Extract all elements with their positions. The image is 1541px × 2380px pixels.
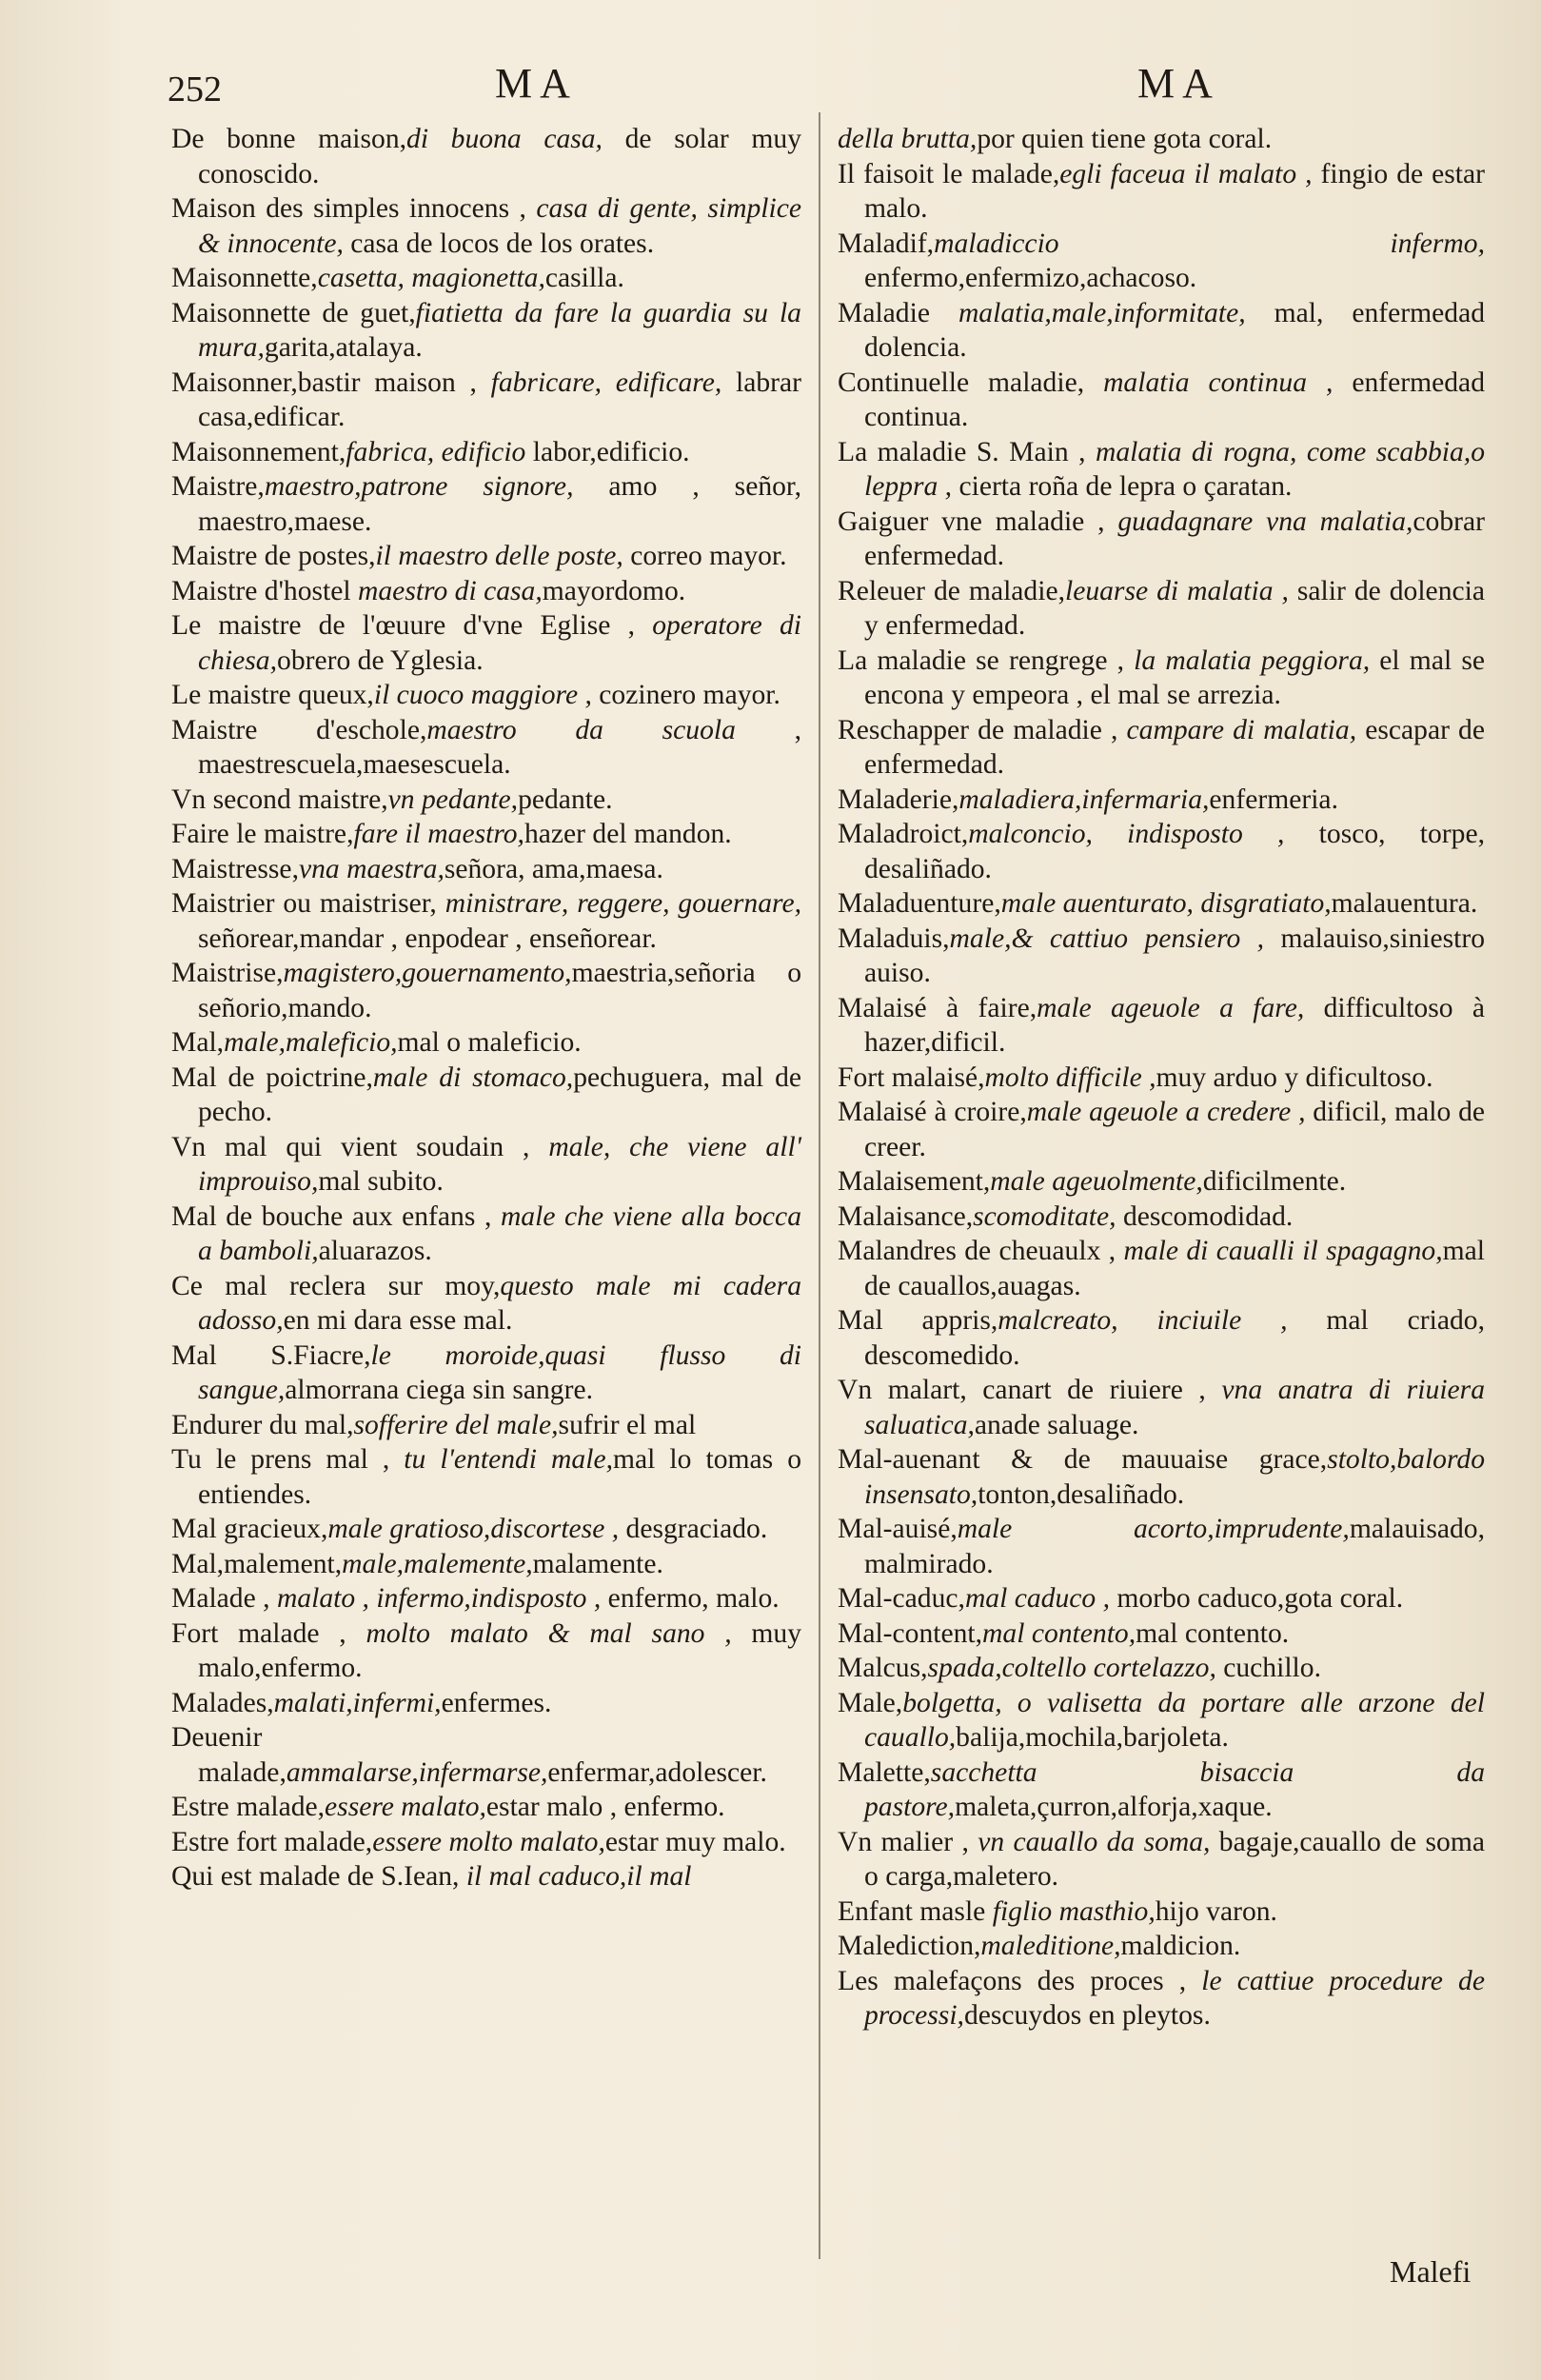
italian-translation: il maestro delle poste,: [375, 541, 623, 571]
spanish-translation: descomodidad.: [1116, 1200, 1294, 1232]
dictionary-entry: [171, 1512, 801, 1547]
italian-translation: sacchetta bisaccia da pastore,: [864, 1756, 1485, 1822]
spanish-translation: mal o maleficio.: [397, 1027, 582, 1058]
italian-translation: casa di gente, simplice & innocente,: [198, 193, 801, 259]
italian-translation: maestro di casa,: [358, 575, 543, 606]
dictionary-entry: [838, 296, 1485, 366]
spanish-translation: enfermo, malo.: [601, 1583, 780, 1614]
dictionary-entry: [171, 817, 801, 852]
italian-translation: molto difficile ,: [984, 1061, 1156, 1093]
page-header: [0, 57, 1541, 114]
italian-translation: vna anatra di riuiera saluatica,: [864, 1375, 1485, 1440]
italian-translation: male gratioso,discortese ,: [327, 1514, 620, 1544]
dictionary-entry: [171, 1408, 801, 1443]
dictionary-entry: [838, 1200, 1485, 1235]
dictionary-entry: [171, 852, 801, 887]
french-headword: Mal de poictrine,: [171, 1061, 373, 1093]
french-headword: Faire le maistre,: [171, 819, 354, 849]
italian-translation: maladiera,infermaria,: [958, 783, 1210, 815]
left-column: [171, 122, 801, 1894]
spanish-translation: bagaje,cauallo de soma o carga,maletero.: [864, 1826, 1485, 1892]
spanish-translation: enfermeria.: [1209, 783, 1338, 815]
french-headword: Maistrier ou maistriser,: [171, 888, 445, 919]
french-headword: Estre fort malade,: [171, 1826, 373, 1857]
spanish-translation: almorrana ciega sin sangre.: [285, 1375, 593, 1405]
italian-translation: le cattiue procedure de processi,: [864, 1965, 1485, 2031]
spanish-translation: pedante.: [518, 783, 613, 815]
spanish-translation: desgraciado.: [619, 1514, 768, 1544]
french-headword: Reschapper de maladie ,: [838, 714, 1127, 745]
french-headword: Mal-content,: [838, 1617, 983, 1649]
dictionary-entry: [838, 1581, 1485, 1616]
dictionary-entry: [171, 1130, 801, 1200]
italian-translation: malato , infermo,indisposto ,: [276, 1583, 602, 1614]
dictionary-entry: [838, 1512, 1485, 1581]
italian-translation: maestro,patrone signore,: [264, 471, 574, 502]
dictionary-entry: [171, 261, 801, 296]
italian-translation: maestro da scuola: [426, 714, 736, 745]
french-headword: Malades,: [171, 1687, 274, 1718]
italian-translation: operatore di chiesa,: [198, 610, 801, 676]
spanish-translation: casilla.: [544, 263, 624, 293]
dictionary-entry: [838, 817, 1485, 886]
italian-translation: male, che viene all' improuiso,: [198, 1131, 801, 1197]
french-headword: Le maistre queux,: [171, 680, 374, 710]
dictionary-entry: [171, 366, 801, 435]
italian-translation: sofferire del male,: [353, 1409, 559, 1440]
french-headword: Maladerie,: [838, 783, 959, 815]
italian-translation: mal caduco ,: [964, 1583, 1110, 1614]
french-headword: Mal,malement,: [171, 1548, 343, 1579]
dictionary-entry: [838, 122, 1485, 157]
italian-translation: male che viene alla bocca a bamboli,: [198, 1200, 801, 1266]
dictionary-entry: [171, 886, 801, 956]
italian-translation: stolto,balordo insensato,: [864, 1444, 1485, 1510]
catchword: Malefi: [1390, 2254, 1472, 2289]
spanish-translation: casa de locos de los orates.: [343, 228, 655, 259]
french-headword: Le maistre de l'œuure d'vne Eglise ,: [171, 610, 653, 641]
spanish-translation: malauisado, malmirado.: [864, 1514, 1485, 1579]
italian-translation: scomoditate,: [973, 1200, 1116, 1232]
spanish-translation: enfermedad continua.: [864, 367, 1485, 432]
spanish-translation: labrar casa,edificar.: [198, 367, 801, 432]
french-headword: Malaisé à croire,: [838, 1097, 1027, 1127]
italian-translation: egli faceua il malato ,: [1059, 158, 1313, 189]
spanish-translation: malamente.: [532, 1548, 663, 1579]
italian-translation: fabricare, edificare,: [490, 367, 722, 398]
spanish-translation: hijo varon.: [1155, 1895, 1277, 1927]
french-headword: Fort malaisé,: [838, 1061, 985, 1093]
french-headword: Deuenir malade,: [171, 1722, 286, 1788]
dictionary-entry: [838, 1825, 1485, 1894]
french-headword: Mal-auenant & de mauuaise grace,: [838, 1444, 1328, 1475]
dictionary-entry: [838, 1303, 1485, 1373]
italian-translation: male ageuole a credere ,: [1026, 1097, 1306, 1127]
italian-translation: fabrica, edificio: [346, 436, 526, 467]
spanish-translation: mayordomo.: [542, 575, 686, 606]
italian-translation: casetta, magionetta,: [317, 263, 545, 293]
french-headword: Vn malart, canart de riuiere ,: [838, 1375, 1222, 1405]
column-divider: [819, 112, 820, 2259]
italian-translation: male di caualli il spagagno,: [1123, 1236, 1443, 1266]
italian-translation: malatia di rogna, come scabbia,o leppra ,: [864, 436, 1486, 502]
spanish-translation: labor,edificio.: [525, 436, 690, 467]
french-headword: Maistre d'eschole,: [171, 714, 427, 745]
spanish-translation: cuchillo.: [1215, 1653, 1321, 1683]
italian-translation: maladiccio infermo,: [934, 228, 1485, 259]
italian-translation: le moroide,quasi flusso di sangue,: [198, 1339, 801, 1405]
spanish-translation: estar malo , enfermo.: [485, 1792, 725, 1822]
french-headword: Releuer de maladie,: [838, 575, 1065, 606]
dictionary-entry: [838, 1373, 1485, 1442]
french-headword: Ce mal reclera sur moy,: [171, 1270, 501, 1301]
french-headword: Continuelle maladie,: [838, 367, 1104, 398]
dictionary-entry: [171, 783, 801, 818]
dictionary-entry: [838, 644, 1485, 713]
french-headword: Maison des simples innocens ,: [171, 193, 537, 224]
italian-translation: male auenturato, disgratiato,: [1000, 888, 1332, 919]
page-number: 252: [168, 69, 222, 109]
italian-translation: di buona casa,: [406, 124, 603, 154]
dictionary-entry: [838, 1095, 1485, 1164]
french-headword: Il faisoit le malade,: [838, 158, 1060, 189]
french-headword: Maistre d'hostel: [171, 575, 359, 606]
spanish-translation: estar muy malo.: [604, 1826, 786, 1857]
italian-translation: essere molto malato,: [372, 1826, 605, 1857]
dictionary-entry: [171, 608, 801, 678]
italian-translation: ammalarse,infermarse,: [286, 1756, 548, 1788]
italian-translation: vn pedante,: [387, 783, 519, 815]
french-headword: Qui est malade de S.Iean,: [171, 1861, 466, 1892]
dictionary-entry: [171, 1200, 801, 1269]
dictionary-entry: [171, 122, 801, 191]
spanish-translation: mal subito.: [318, 1166, 444, 1197]
spanish-translation: pechuguera, mal de pecho.: [198, 1061, 801, 1127]
dictionary-entry: [838, 713, 1485, 783]
dictionary-entry: [838, 1164, 1485, 1200]
dictionary-entry: [838, 783, 1485, 818]
french-headword: Mal-caduc,: [838, 1583, 965, 1614]
french-headword: Malandres de cheuaulx ,: [838, 1236, 1124, 1266]
spanish-translation: enfermar,adolescer.: [547, 1756, 767, 1788]
running-head-left: MA: [495, 60, 578, 107]
dictionary-entry: [171, 956, 801, 1025]
dictionary-entry: [171, 191, 801, 261]
spanish-translation: malauentura.: [1331, 888, 1478, 919]
french-headword: Mal,: [171, 1027, 225, 1058]
dictionary-entry: [171, 539, 801, 574]
dictionary-entry: [171, 1581, 801, 1616]
italian-translation: magistero,gouernamento,: [283, 958, 572, 988]
dictionary-entry: [838, 1929, 1485, 1964]
spanish-translation: mal criado, descomedido.: [864, 1305, 1485, 1371]
spanish-translation: escapar de enfermedad.: [864, 714, 1485, 780]
dictionary-entry: [171, 574, 801, 609]
italian-translation: ministrare, reggere, gouernare,: [445, 888, 801, 919]
french-headword: Maistre,: [171, 471, 265, 502]
italian-translation: il mal caduco,il mal: [465, 1861, 692, 1892]
spanish-translation: garita,atalaya.: [264, 332, 423, 363]
italian-translation: fiatietta da fare la guardia su la mura,: [198, 297, 801, 363]
italian-translation: malatia,male,informitate,: [958, 297, 1246, 328]
french-headword: Les malefaçons des proces ,: [838, 1965, 1202, 1996]
french-headword: Malette,: [838, 1756, 931, 1788]
spanish-translation: el mal se encona y empeora , el mal se arrezia.: [864, 645, 1485, 710]
italian-translation: leuarse di malatia ,: [1064, 575, 1289, 606]
dictionary-entry: [171, 1025, 801, 1061]
dictionary-entry: [838, 991, 1485, 1061]
dictionary-entry: [171, 1547, 801, 1582]
french-headword: Maistre de postes,: [171, 541, 376, 571]
spanish-translation: señorear,mandar , enpodear , enseñorear.: [198, 922, 657, 954]
french-headword: Maisonner,bastir maison ,: [171, 367, 491, 398]
french-headword: La maladie se rengrege ,: [838, 645, 1135, 676]
dictionary-entry: [838, 1686, 1485, 1755]
dictionary-entry: [171, 1339, 801, 1408]
italian-translation: male acorto,imprudente,: [957, 1514, 1350, 1544]
spanish-translation: mal de cauallos,auagas.: [864, 1236, 1485, 1301]
right-column: [838, 122, 1485, 2033]
spanish-translation: muy arduo y dificultoso.: [1156, 1061, 1433, 1093]
dictionary-entry: [171, 1859, 801, 1894]
spanish-translation: hazer del mandon.: [524, 819, 732, 849]
french-headword: Maisonnette,: [171, 263, 318, 293]
french-headword: Malcus,: [838, 1653, 928, 1683]
spanish-translation: anade saluage.: [974, 1409, 1139, 1440]
dictionary-entry: [838, 1616, 1485, 1652]
italian-translation: della brutta,: [838, 124, 978, 154]
italian-translation: vna maestra,: [298, 853, 445, 884]
french-headword: Maistrise,: [171, 958, 284, 988]
french-headword: Maistresse,: [171, 853, 299, 884]
italian-translation: tu l'entendi male,: [404, 1444, 613, 1475]
spanish-translation: salir de dolencia y enfermedad.: [864, 575, 1485, 641]
french-headword: Mal de bouche aux enfans ,: [171, 1200, 501, 1232]
french-headword: Malaisance,: [838, 1200, 974, 1232]
spanish-translation: mal lo tomas o entiendes.: [198, 1444, 801, 1510]
spanish-translation: descuydos en pleytos.: [963, 2000, 1211, 2031]
dictionary-entry: [171, 1269, 801, 1339]
french-headword: Maisonnette de guet,: [171, 297, 416, 328]
french-headword: Estre malade,: [171, 1792, 326, 1822]
dictionary-entry: [171, 469, 801, 539]
french-headword: Male,: [838, 1687, 903, 1718]
dictionary-entry: [838, 505, 1485, 574]
french-headword: Vn malier ,: [838, 1826, 978, 1857]
french-headword: Malaisé à faire,: [838, 992, 1037, 1023]
dictionary-entry: [838, 435, 1485, 505]
italian-translation: molto malato & mal sano ,: [365, 1617, 732, 1649]
dictionary-entry: [171, 296, 801, 366]
spanish-translation: fingio de estar malo.: [864, 158, 1485, 224]
italian-translation: fare il maestro,: [353, 819, 524, 849]
dictionary-entry: [838, 1964, 1485, 2033]
spanish-translation: maleta,çurron,alforja,xaque.: [955, 1792, 1273, 1822]
dictionary-entry: [171, 1720, 801, 1790]
dictionary-entry: [171, 435, 801, 470]
spanish-translation: tonton,desaliñado.: [978, 1478, 1185, 1510]
french-headword: Mal S.Fiacre,: [171, 1339, 371, 1371]
french-headword: Mal-auisé,: [838, 1514, 958, 1544]
dictionary-entry: [838, 227, 1485, 296]
italian-translation: vn cauallo da soma,: [978, 1826, 1211, 1857]
french-headword: Malaisement,: [838, 1166, 991, 1197]
italian-translation: male,maleficio,: [224, 1027, 398, 1058]
italian-translation: malati,infermi,: [273, 1687, 442, 1718]
spanish-translation: morbo caduco,gota coral.: [1109, 1583, 1404, 1614]
italian-translation: male,& cattiuo pensiero ,: [949, 922, 1265, 954]
italian-translation: bolgetta, o valisetta da portare alle arzone del cauallo,: [864, 1687, 1485, 1753]
spanish-translation: malauiso,siniestro auiso.: [864, 922, 1485, 988]
spanish-translation: maestria,señoria o señorio,mando.: [198, 958, 801, 1023]
italian-translation: male,malemente,: [342, 1548, 533, 1579]
italian-translation: male ageuolmente,: [990, 1166, 1203, 1197]
dictionary-entry: [171, 1442, 801, 1512]
spanish-translation: señora, ama,maesa.: [444, 853, 663, 884]
dictionary-entry: [171, 1061, 801, 1130]
spanish-translation: aluarazos.: [318, 1236, 432, 1266]
dictionary-entry: [838, 1061, 1485, 1096]
french-headword: Maladroict,: [838, 819, 969, 849]
spanish-translation: balija,mochila,barjoleta.: [956, 1722, 1229, 1753]
dictionary-entry: [838, 574, 1485, 644]
french-headword: Enfant masle: [838, 1895, 993, 1927]
dictionary-entry: [838, 1651, 1485, 1686]
italian-translation: la malatia peggiora,: [1134, 645, 1371, 676]
dictionary-entry: [838, 1894, 1485, 1930]
spanish-translation: muy malo,enfermo.: [198, 1617, 802, 1683]
french-headword: Vn second maistre,: [171, 783, 388, 815]
spanish-translation: mal contento.: [1136, 1617, 1290, 1649]
spanish-translation: obrero de Yglesia.: [277, 645, 484, 676]
italian-translation: questo male mi cadera adosso,: [198, 1270, 802, 1336]
dictionary-entry: [838, 922, 1485, 991]
spanish-translation: correo mayor.: [622, 541, 787, 571]
french-headword: De bonne maison,: [171, 124, 407, 154]
spanish-translation: dificil, malo de creer.: [864, 1097, 1486, 1162]
dictionary-entry: [838, 366, 1485, 435]
spanish-translation: cierta roña de lepra o çaratan.: [952, 471, 1293, 502]
italian-translation: malcreato, inciuile ,: [998, 1305, 1288, 1336]
dictionary-entry: [171, 1686, 801, 1721]
italian-translation: figlio masthio,: [992, 1895, 1156, 1927]
italian-translation: malconcio, indisposto ,: [968, 819, 1285, 849]
spanish-translation: dificilmente.: [1202, 1166, 1347, 1197]
french-headword: Malade ,: [171, 1583, 277, 1614]
french-headword: Tu le prens mal ,: [171, 1444, 405, 1475]
spanish-translation: cobrar enfermedad.: [864, 506, 1485, 571]
dictionary-entry: [838, 1234, 1485, 1303]
french-headword: Vn mal qui vient soudain ,: [171, 1131, 549, 1162]
french-headword: Maisonnement,: [171, 436, 346, 467]
dictionary-entry: [838, 1755, 1485, 1825]
italian-translation: mal contento,: [982, 1617, 1136, 1649]
dictionary-entry: [171, 1790, 801, 1825]
french-headword: Maladuis,: [838, 922, 950, 954]
spanish-translation: por quien tiene gota coral.: [977, 124, 1273, 154]
spanish-translation: enfermes.: [441, 1687, 552, 1718]
french-headword: Maladuenture,: [838, 888, 1001, 919]
spanish-translation: tosco, torpe, desaliñado.: [864, 819, 1485, 884]
french-headword: Maladif,: [838, 228, 935, 259]
italian-translation: malatia continua ,: [1103, 367, 1334, 398]
spanish-translation: enfermo,enfermizo,achacoso.: [864, 263, 1197, 293]
spanish-translation: amo , señor, maestro,maese.: [198, 471, 801, 537]
dictionary-entry: [171, 713, 801, 783]
spanish-translation: maldicion.: [1120, 1931, 1241, 1961]
dictionary-entry: [838, 1442, 1485, 1512]
italian-translation: male ageuole a fare,: [1037, 992, 1305, 1023]
french-headword: Gaiguer vne maladie ,: [838, 506, 1118, 537]
french-headword: Endurer du mal,: [171, 1409, 354, 1440]
italian-translation: campare di malatia,: [1126, 714, 1357, 745]
french-headword: Maladie: [838, 297, 958, 328]
spanish-translation: sufrir el mal: [558, 1409, 697, 1440]
french-headword: La maladie S. Main ,: [838, 436, 1096, 467]
french-headword: Mal gracieux,: [171, 1514, 328, 1544]
spanish-translation: mal, enfermedad dolencia.: [864, 297, 1486, 363]
spanish-translation: difficultoso à hazer,dificil.: [864, 992, 1486, 1058]
dictionary-entry: [171, 1825, 801, 1860]
spanish-translation: de solar muy conoscido.: [198, 124, 801, 189]
running-head-right: MA: [1137, 60, 1220, 107]
italian-translation: essere malato,: [325, 1792, 486, 1822]
italian-translation: maleditione,: [980, 1931, 1121, 1961]
italian-translation: male di stomaco,: [372, 1061, 574, 1093]
dictionary-entry: [838, 886, 1485, 922]
french-headword: Mal appris,: [838, 1305, 998, 1336]
italian-translation: guadagnare vna malatia,: [1117, 506, 1413, 537]
french-headword: Fort malade ,: [171, 1617, 366, 1649]
dictionary-entry: [838, 157, 1485, 227]
italian-translation: il cuoco maggiore ,: [373, 680, 592, 710]
french-headword: Malediction,: [838, 1931, 981, 1961]
dictionary-entry: [171, 1616, 801, 1686]
spanish-translation: cozinero mayor.: [591, 680, 780, 710]
spanish-translation: en mi dara esse mal.: [283, 1305, 513, 1336]
spanish-translation: , maestrescuela,maesescuela.: [198, 714, 801, 780]
dictionary-entry: [171, 678, 801, 713]
italian-translation: spada,coltello cortelazzo,: [927, 1653, 1216, 1683]
